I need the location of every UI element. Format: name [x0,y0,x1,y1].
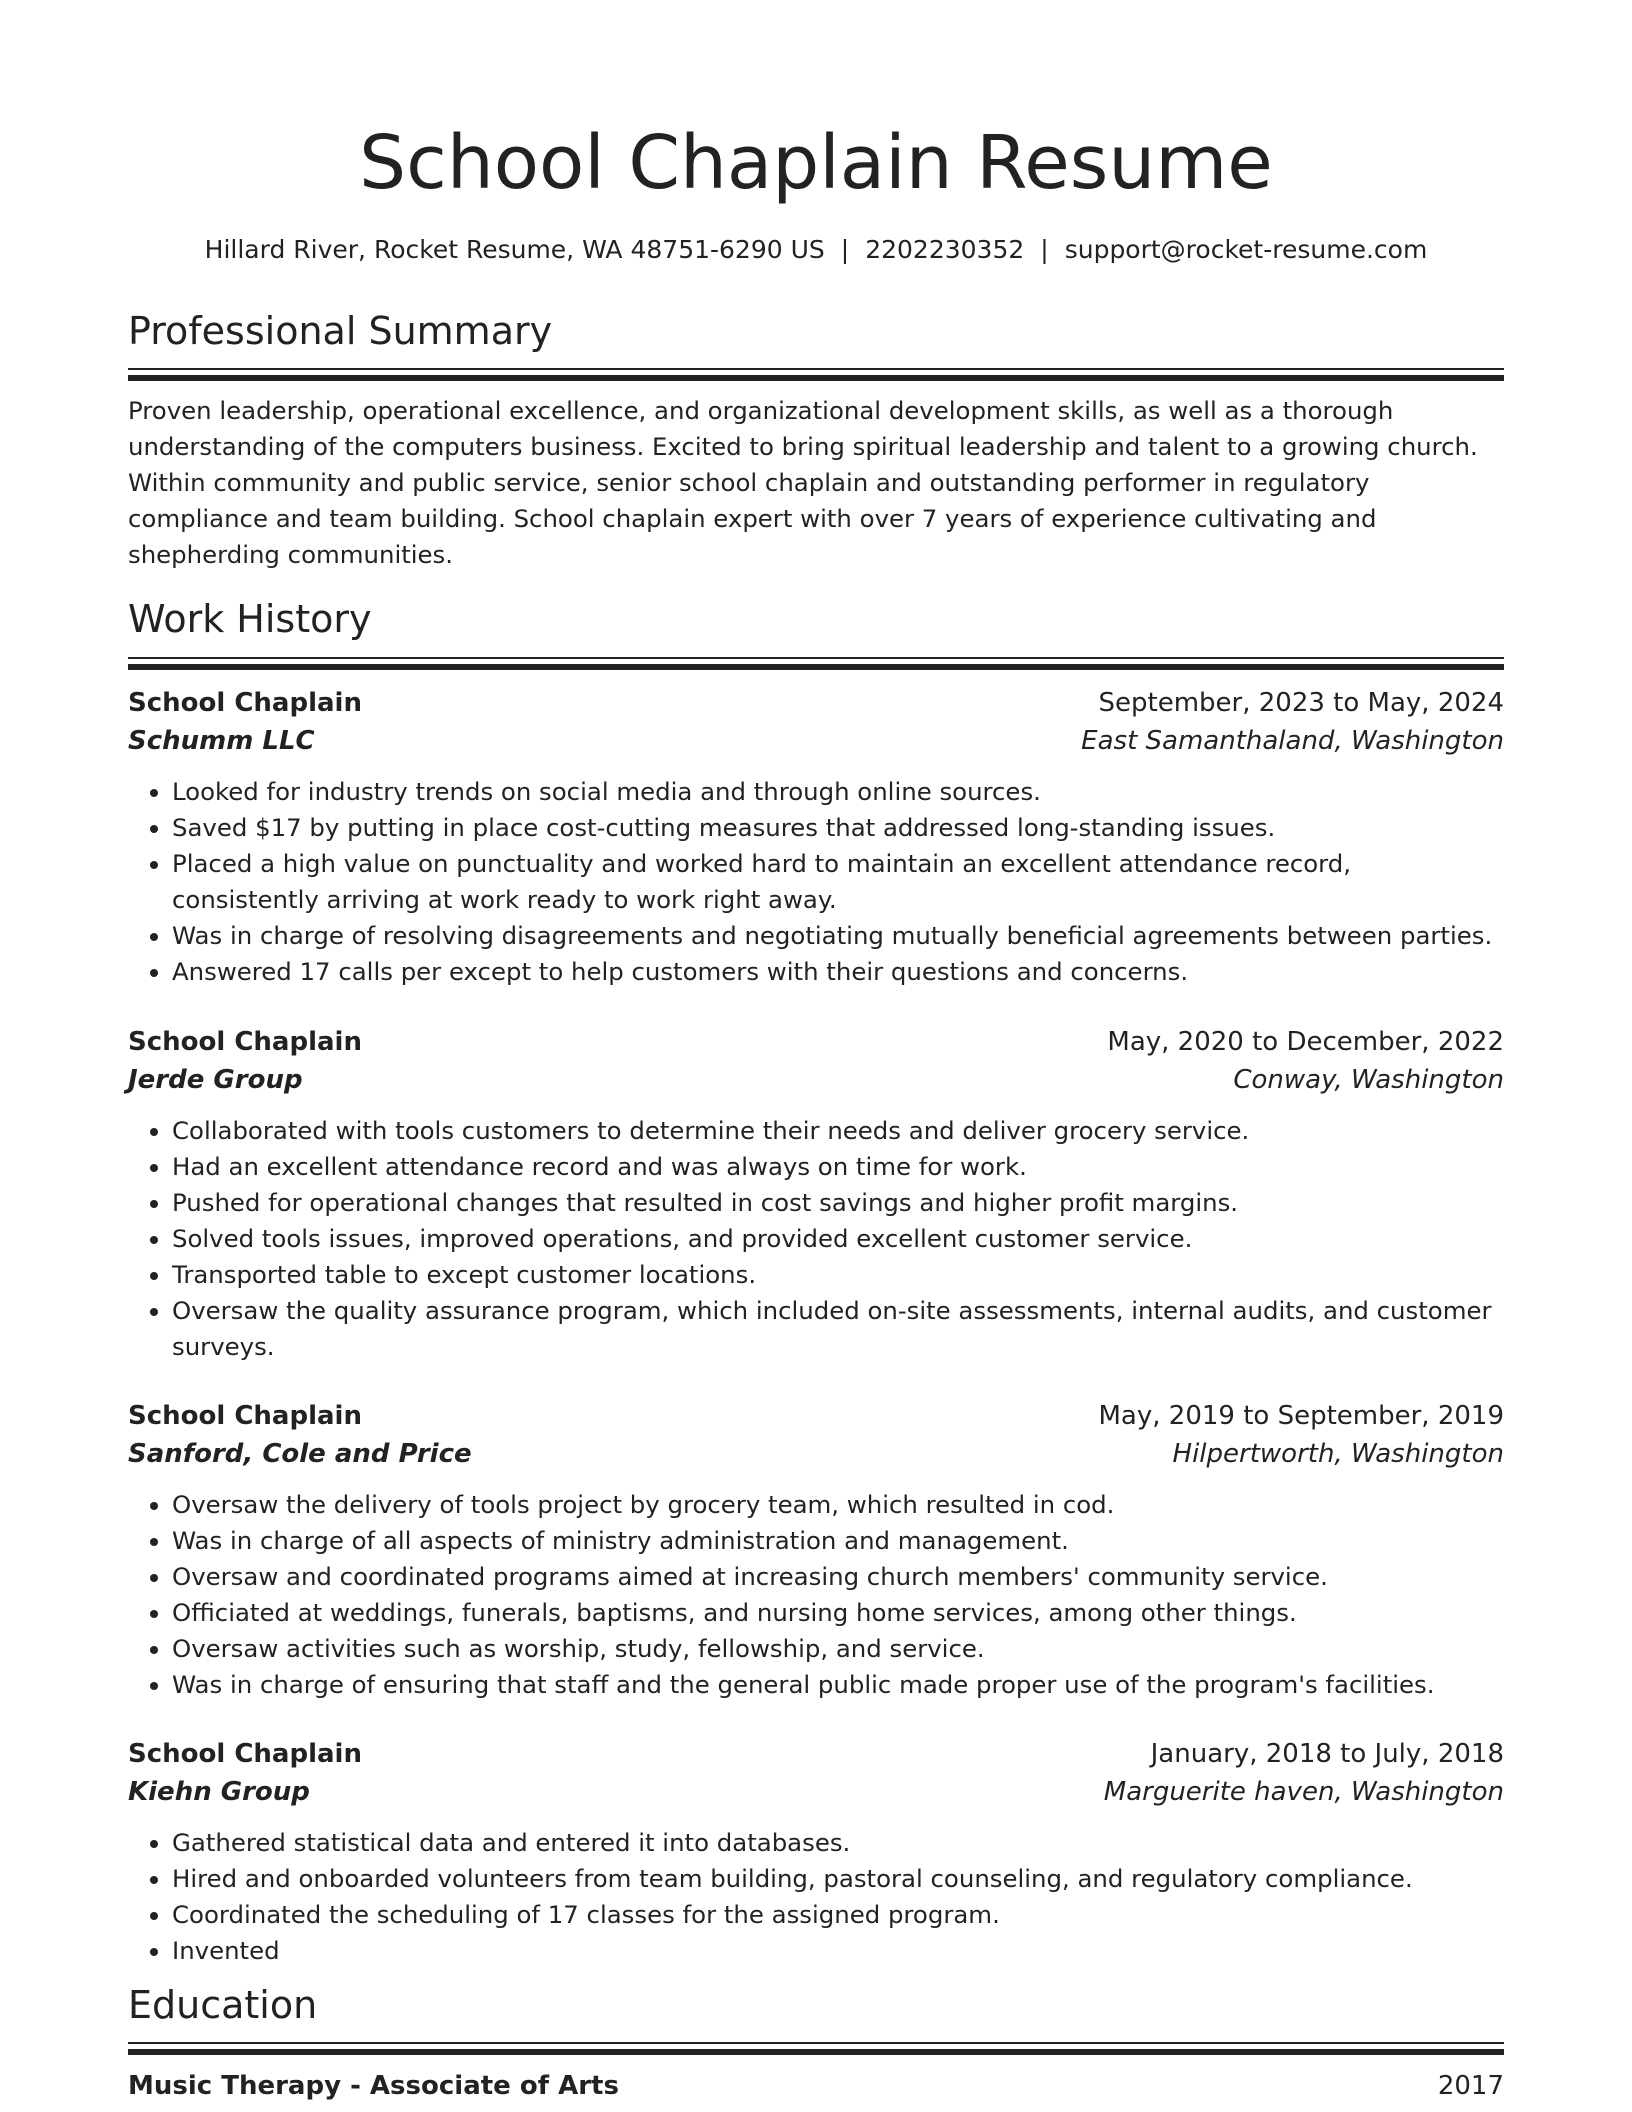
job-title: School Chaplain [128,1738,362,1769]
education-row [128,2067,1504,2105]
job-bullets [128,1825,1504,1969]
job-company: Kiehn Group [128,1776,310,1807]
job-entry [128,1397,1504,1703]
contact-separator: | [1040,235,1049,264]
job-bullet: • Transported table to except customer locations. [172,1257,1504,1293]
job-company: Schumm LLC [128,725,315,756]
job-dates: January, 2018 to July, 2018 [1150,1738,1504,1769]
education-year: 2017 [1437,2071,1504,2102]
work-history-section [128,597,1504,1969]
contact-separator: | [840,235,850,264]
job-header-row [128,1397,1504,1435]
job-bullet: • Looked for industry trends on social media and through online sources. [172,774,1504,810]
job-bullet: • Gathered statistical data and entered it into databases. [172,1825,1504,1861]
job-location: Hilpertworth, Washington [1172,1438,1504,1469]
job-dates: May, 2020 to December, 2022 [1107,1026,1504,1057]
job-company: Sanford, Cole and Price [128,1438,472,1469]
job-bullet: • Had an excellent attendance record and was always on time for work. [172,1149,1504,1185]
education-degree: Music Therapy - Associate of Arts [128,2071,619,2102]
job-header-row [128,1023,1504,1061]
job-title: School Chaplain [128,1026,362,1057]
education-section [128,1983,1504,2106]
job-company: Jerde Group [128,1064,303,1095]
job-header-row [128,1735,1504,1773]
job-header-row [128,684,1504,722]
job-bullet: • Oversaw the quality assurance program, which included on-site assessments, internal audits, and customer surveys. [172,1293,1504,1365]
job-bullets [128,774,1504,990]
job-entry [128,684,1504,990]
contact-line [128,234,1504,267]
job-company-row [128,1773,1504,1811]
job-location: Marguerite haven, Washington [1103,1776,1504,1807]
job-company-row [128,1435,1504,1473]
job-company-row [128,722,1504,760]
job-location: Conway, Washington [1233,1064,1504,1095]
job-bullet: • Solved tools issues, improved operations, and provided excellent customer service. [172,1221,1504,1257]
job-bullet: • Oversaw activities such as worship, study, fellowship, and service. [172,1631,1504,1667]
job-bullet: • Placed a high value on punctuality and worked hard to maintain an excellent attendance record, consistently arriving at work ready to work right away. [172,846,1504,918]
section-heading-education: Education [128,1982,318,2027]
job-bullet: • Was in charge of all aspects of ministry administration and management. [172,1523,1504,1559]
job-location: East Samanthaland, Washington [1081,725,1504,756]
contact-email: support@rocket-resume.com [1064,235,1428,264]
contact-address: Hillard River, Rocket Resume, WA 48751-6290 US [204,235,825,264]
summary-section [128,309,1504,574]
job-bullet: • Was in charge of resolving disagreements and negotiating mutually beneficial agreements between parties. [172,918,1504,954]
job-bullet: • Pushed for operational changes that resulted in cost savings and higher profit margins. [172,1185,1504,1221]
job-entry [128,1735,1504,1969]
job-bullet: • Oversaw the delivery of tools project by grocery team, which resulted in cod. [172,1487,1504,1523]
job-bullet: • Answered 17 calls per except to help customers with their questions and concerns. [172,954,1504,990]
job-dates: September, 2023 to May, 2024 [1098,687,1504,718]
job-bullet: • Saved $17 by putting in place cost-cutting measures that addressed long-standing issues. [172,810,1504,846]
job-bullet: • Oversaw and coordinated programs aimed at increasing church members' community service. [172,1559,1504,1595]
resume-title: School Chaplain Resume [359,120,1273,206]
job-company-row [128,1061,1504,1099]
job-bullets [128,1487,1504,1703]
job-bullet: • Collaborated with tools customers to determine their needs and deliver grocery service. [172,1113,1504,1149]
job-dates: May, 2019 to September, 2019 [1098,1400,1504,1431]
section-divider [128,368,1504,379]
job-title: School Chaplain [128,1400,362,1431]
job-bullets [128,1113,1504,1365]
job-title: School Chaplain [128,687,362,718]
summary-text: Proven leadership, operational excellence, and organizational development skills, as well as a thorough understanding of the computers business. Excited to bring spiritual leadership and talent to a growing church. Within community and public service, senior school chaplain and outstanding performer in regulatory compliance and team building. School chaplain expert with over 7 years of experience cultivating and shepherding communities. [128,396,1478,570]
job-bullet: • Invented [172,1933,1504,1969]
job-entry [128,1023,1504,1365]
section-heading-work-history: Work History [128,597,372,642]
section-divider [128,2042,1504,2053]
job-bullet: • Officiated at weddings, funerals, baptisms, and nursing home services, among other things. [172,1595,1504,1631]
contact-phone: 2202230352 [865,235,1025,264]
section-divider [128,657,1504,668]
job-bullet: • Coordinated the scheduling of 17 classes for the assigned program. [172,1897,1504,1933]
job-bullet: • Hired and onboarded volunteers from team building, pastoral counseling, and regulatory compliance. [172,1861,1504,1897]
section-heading-summary: Professional Summary [128,308,553,353]
job-bullet: • Was in charge of ensuring that staff and the general public made proper use of the program's facilities. [172,1667,1504,1703]
